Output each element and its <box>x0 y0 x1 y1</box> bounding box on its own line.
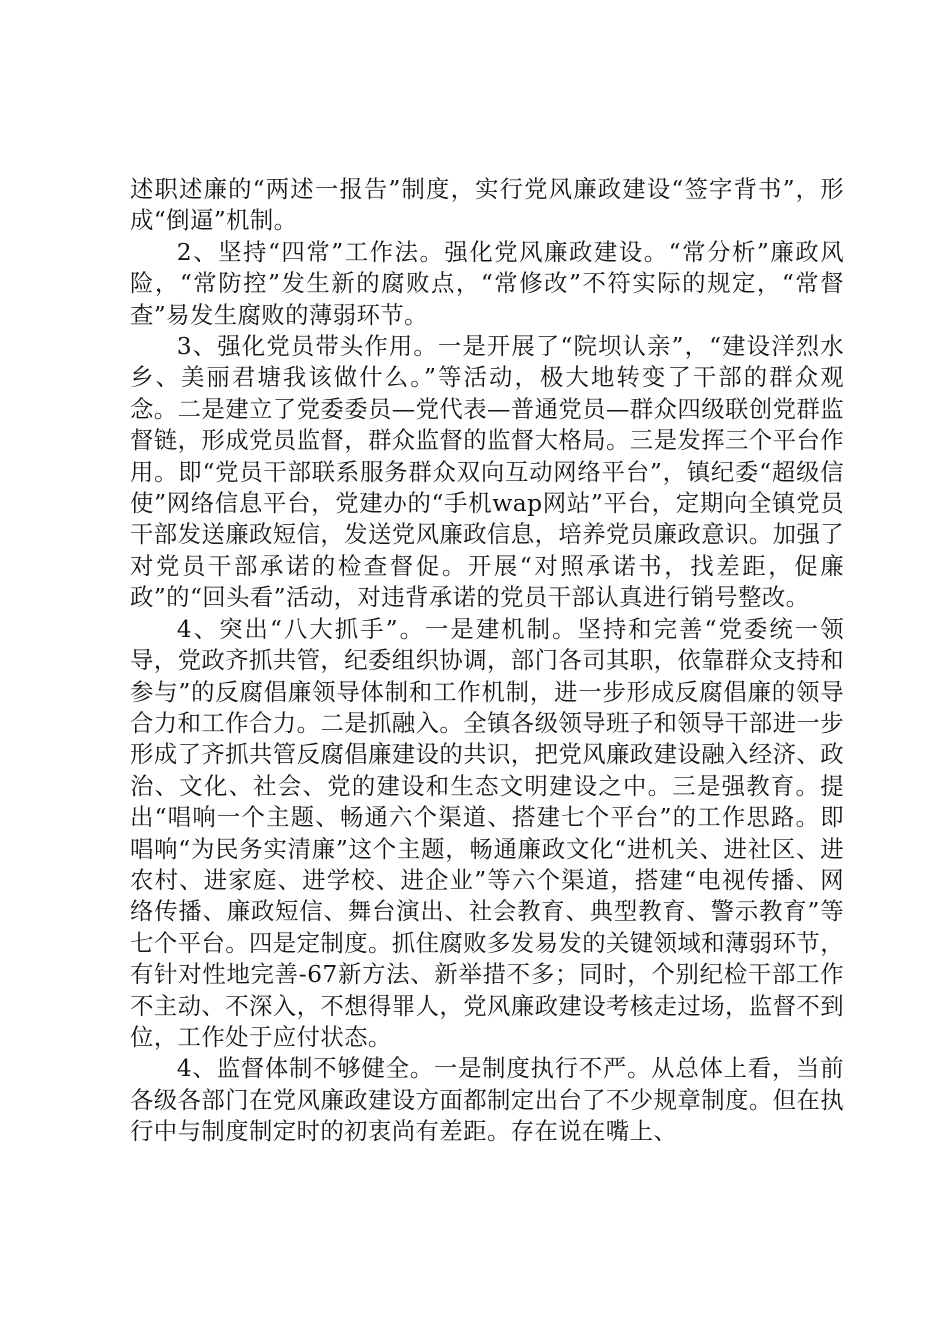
paragraph-3: 3、强化党员带头作用。一是开展了“院坝认亲”，“建设洋烈水乡、美丽君塘我该做什么。”等活动，极大地转变了干部的群众观念。二是建立了党委委员—党代表—普通党员—群众四级联创党群监督链，形成党员监督，群众监督的监督大格局。三是发挥三个平台作用。即“党员干部联系服务群众双向互动网络平台”，镇纪委“超级信使”网络信息平台，党建办的“手机wap网站”平台，定期向全镇党员干部发送廉政短信，发送党风廉政信息，培养党员廉政意识。加强了对党员干部承诺的检查督促。开展“对照承诺书，找差距，促廉政”的“回头看”活动，对违背承诺的党员干部认真进行销号整改。 <box>130 332 844 612</box>
paragraph-1: 述职述廉的“两述一报告”制度，实行党风廉政建设“签字背书”，形成“倒逼”机制。 <box>130 175 844 235</box>
document-body <box>130 174 844 1148</box>
paragraph-5: 4、监督体制不够健全。一是制度执行不严。从总体上看，当前各级各部门在党风廉政建设方面都制定出台了不少规章制度。但在执行中与制度制定时的初衷尚有差距。存在说在嘴上、 <box>130 1054 844 1146</box>
paragraph-2: 2、坚持“四常”工作法。强化党风廉政建设。“常分析”廉政风险，“常防控”发生新的腐败点，“常修改”不符实际的规定，“常督查”易发生腐败的薄弱环节。 <box>130 237 844 329</box>
paragraph-4: 4、突出“八大抓手”。一是建机制。坚持和完善“党委统一领导，党政齐抓共管，纪委组织协调，部门各司其职，依靠群众支持和参与”的反腐倡廉领导体制和工作机制，进一步形成反腐倡廉的领导合力和工作合力。二是抓融入。全镇各级领导班子和领导干部进一步形成了齐抓共管反腐倡廉建设的共识，把党风廉政建设融入经济、政治、文化、社会、党的建设和生态文明建设之中。三是强教育。提出“唱响一个主题、畅通六个渠道、搭建七个平台”的工作思路。即唱响“为民务实清廉”这个主题，畅通廉政文化“进机关、进社区、进农村、进家庭、进学校、进企业”等六个渠道，搭建“电视传播、网络传播、廉政短信、舞台演出、社会教育、典型教育、警示教育”等七个平台。四是定制度。抓住腐败多发易发的关键领域和薄弱环节，有针对性地完善-67新方法、新举措不多；同时，个别纪检干部工作不主动、不深入，不想得罪人，党风廉政建设考核走过场，监督不到位，工作处于应付状态。 <box>130 614 844 1051</box>
